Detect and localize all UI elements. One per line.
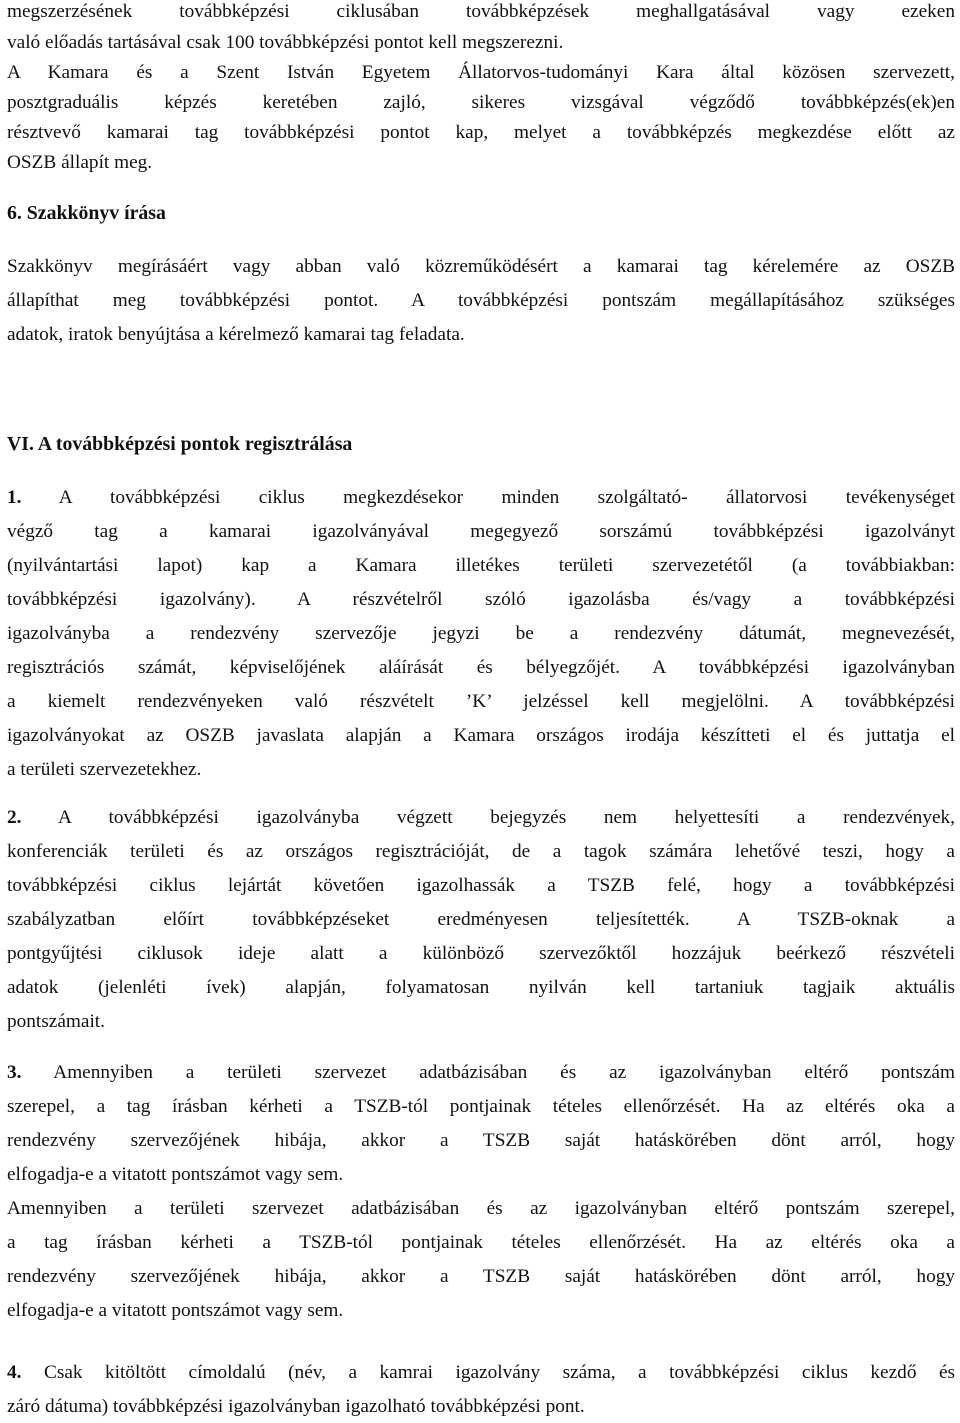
text-line: résztvevő kamarai tag továbbképzési pontot kap, melyet a továbbképzés megkezdése előtt az <box>7 122 955 143</box>
section-heading: 6. Szakkönyv írása <box>7 202 166 224</box>
paragraph-4 <box>7 1356 955 1423</box>
text-line: A Kamara és a Szent István Egyetem Állatorvos-tudományi Kara által közösen szervezett, <box>7 62 955 83</box>
text-line: a tag írásban kérheti a TSZB-tól pontjainak tételes ellenőrzését. Ha az eltérés oka a <box>7 1232 955 1253</box>
text-line: OSZB állapít meg. <box>7 152 153 173</box>
paragraph-2 <box>7 801 955 1038</box>
text-line: továbbképzési ciklus lejártát követően igazolhassák a TSZB felé, hogy a továbbképzési <box>7 875 955 896</box>
text-span: Csak kitöltött címoldalú (név, a kamrai igazolvány száma, a továbbképzési ciklus kezdő és <box>21 1362 955 1383</box>
text-line: szabályzatban előírt továbbképzéseket eredményesen teljesítették. A TSZB-oknak a <box>7 909 955 930</box>
text-line: elfogadja-e a vitatott pontszámot vagy sem. <box>7 1300 344 1321</box>
section-6 <box>7 197 955 230</box>
text-line: adatok, iratok benyújtása a kérelmező kamarai tag feladata. <box>7 324 465 345</box>
text-line: adatok (jelenléti ívek) alapján, folyamatosan nyilván kell tartaniuk tagjaik aktuális <box>7 977 955 998</box>
text-line: igazolványba a rendezvény szervezője jegyzi be a rendezvény dátumát, megnevezését, <box>7 623 955 644</box>
text-line: igazolványokat az OSZB javaslata alapján a Kamara országos irodája készítteti el és juttatja el <box>7 725 955 746</box>
text-line: pontgyűjtési ciklusok ideje alatt a különböző szervezőktől hozzájuk beérkező részvételi <box>7 943 955 964</box>
intro-paragraph <box>7 0 955 179</box>
text-line: rendezvény szervezőjének hibája, akkor a TSZB saját hatáskörében dönt arról, hogy <box>7 1130 955 1151</box>
text-line <box>7 1356 955 1389</box>
text-line: Amennyiben a területi szervezet adatbázisában és az igazolványban eltérő pontszám szerepel, <box>7 1198 955 1219</box>
text-line: való előadás tartásával csak 100 továbbképzési pontot kell megszerezni. <box>7 32 564 53</box>
paragraph-1 <box>7 481 955 786</box>
chapter-heading: VI. A továbbképzési pontok regisztrálása <box>7 433 353 455</box>
text-line <box>7 1056 955 1089</box>
paragraph-number: 1. <box>7 487 22 508</box>
text-line: szerepel, a tag írásban kérheti a TSZB-tól pontjainak tételes ellenőrzését. Ha az eltérés oka a <box>7 1096 955 1117</box>
text-line: posztgraduális képzés keretében zajló, sikeres vizsgával végződő továbbképzés(ek)en <box>7 92 955 113</box>
text-line: konferenciák területi és az országos regisztrációját, de a tagok számára lehetővé teszi, hogy a <box>7 841 955 862</box>
paragraph-number: 2. <box>7 807 22 828</box>
text-line: a területi szervezetekhez. <box>7 759 202 780</box>
text-line: Szakkönyv megírásáért vagy abban való közreműködésért a kamarai tag kérelemére az OSZB <box>7 256 955 277</box>
text-line: regisztrációs számát, képviselőjének aláírását és bélyegzőjét. A továbbképzési igazolványban <box>7 657 955 678</box>
paragraph-3 <box>7 1056 955 1327</box>
text-span: A továbbképzési ciklus megkezdésekor minden szolgáltató- állatorvosi tevékenységet <box>21 487 955 508</box>
text-line: elfogadja-e a vitatott pontszámot vagy sem. <box>7 1164 344 1185</box>
text-line: a kiemelt rendezvényeken való részvételt ’K’ jelzéssel kell megjelölni. A továbbképzési <box>7 691 955 712</box>
paragraph-number: 3. <box>7 1062 22 1083</box>
text-line: rendezvény szervezőjének hibája, akkor a TSZB saját hatáskörében dönt arról, hogy <box>7 1266 955 1287</box>
text-line: pontszámait. <box>7 1011 105 1032</box>
text-line <box>7 801 955 834</box>
text-span: Amennyiben a területi szervezet adatbázisában és az igazolványban eltérő pontszám <box>21 1062 955 1083</box>
section-6-body <box>7 250 955 351</box>
text-line: végző tag a kamarai igazolványával megegyező sorszámú továbbképzési igazolványt <box>7 521 955 542</box>
text-line: (nyilvántartási lapot) kap a Kamara illetékes területi szervezetétől (a továbbiakban: <box>7 555 955 576</box>
text-line: záró dátuma) továbbképzési igazolványban igazolható továbbképzési pont. <box>7 1396 585 1417</box>
text-line: megszerzésének továbbképzési ciklusában továbbképzések meghallgatásával vagy ezeken <box>7 1 955 22</box>
text-line: továbbképzési igazolvány). A részvételről szóló igazolásba és/vagy a továbbképzési <box>7 589 955 610</box>
paragraph-number: 4. <box>7 1362 22 1383</box>
text-span: A továbbképzési igazolványba végzett bejegyzés nem helyettesíti a rendezvények, <box>21 807 955 828</box>
chapter-vi <box>7 428 955 461</box>
text-line: állapíthat meg továbbképzési pontot. A továbbképzési pontszám megállapításához szükséges <box>7 290 955 311</box>
text-line <box>7 481 955 514</box>
